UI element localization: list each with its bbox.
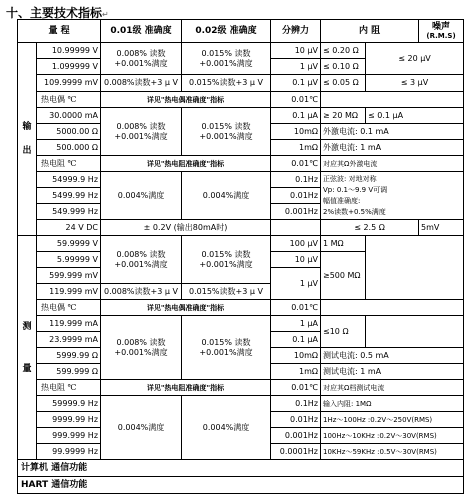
res-cell: 10 μV — [271, 43, 321, 59]
range-cell: 10.99999 V — [37, 43, 101, 59]
res-cell: 0.1 μA — [271, 332, 321, 348]
imp-cell: ≤ 0.05 Ω — [321, 75, 366, 92]
imp-cell: 100Hz～10KHz :0.2V～30V(RMS) — [321, 428, 464, 444]
range-cell: 5.99999 V — [37, 252, 101, 268]
range-cell: 59.9999 V — [37, 236, 101, 252]
note-cell: 详见"热电阻准确度"指标 — [101, 380, 271, 396]
res-cell: 0.01℃ — [271, 380, 321, 396]
res-cell: 0.1 μV — [271, 75, 321, 92]
range-cell: 500.000 Ω — [37, 140, 101, 156]
col-acc2: 0.02级 准确度 — [182, 20, 271, 43]
imp-cell: 输入内阻: 1MΩ — [321, 396, 464, 412]
imp-cell: ≥500 MΩ — [321, 252, 366, 300]
acc2-cell: 0.015% 读数 +0.001%满度 — [182, 108, 271, 156]
res-cell: 1 μV — [271, 59, 321, 75]
acc1-cell: 0.004%满度 — [101, 396, 182, 460]
imp-cell: 1 MΩ — [321, 236, 366, 252]
table-row — [18, 300, 464, 316]
imp-cell: 测试电流: 0.5 mA — [321, 348, 464, 364]
col-noise: 噪声 (R.M.S) — [419, 20, 464, 43]
res-cell: 10mΩ — [271, 124, 321, 140]
range-cell: 30.0000 mA — [37, 108, 101, 124]
res-cell: 0.01℃ — [271, 92, 321, 108]
res-cell: 0.01℃ — [271, 156, 321, 172]
acc1-cell: 0.004%满度 — [101, 172, 182, 220]
table-row — [18, 92, 464, 108]
acc1-cell: 0.008% 读数 +0.001%满度 — [101, 43, 182, 75]
res-cell: 0.1 μA — [271, 108, 321, 124]
res-cell: 1mΩ — [271, 364, 321, 380]
table-row — [18, 396, 464, 412]
acc2-cell: 0.004%满度 — [182, 172, 271, 220]
noise-cell: ≤ 3 μV — [366, 75, 464, 92]
noise-cell: ≤ 0.1 μA — [366, 108, 464, 124]
measure-label: 测 量 — [18, 236, 37, 460]
acc1-cell: 0.008% 读数 +0.001%满度 — [101, 108, 182, 156]
output-label: 输 出 — [18, 43, 37, 236]
acc2-cell: 0.015% 读数 +0.001%满度 — [182, 236, 271, 284]
range-cell: 109.9999 mV — [37, 75, 101, 92]
range-cell: 549.999 Hz — [37, 204, 101, 220]
note-cell: 详见"热电偶准确度"指标 — [101, 92, 271, 108]
table-row — [18, 236, 464, 252]
table-row — [18, 156, 464, 172]
acc1-cell: 0.008%读数+3 μ V — [101, 75, 182, 92]
imp-cell: ≥ 20 MΩ — [321, 108, 366, 124]
res-cell: 0.01℃ — [271, 300, 321, 316]
section-title: 十、主要技术指标↵ — [6, 6, 109, 20]
res-cell: 0.0001Hz — [271, 444, 321, 460]
table-row — [18, 316, 464, 332]
range-cell: 99.9999 Hz — [37, 444, 101, 460]
res-cell: 1mΩ — [271, 140, 321, 156]
hart-comm: HART 通信功能 — [18, 477, 464, 494]
col-res: 分辨力 — [271, 20, 321, 43]
computer-comm: 计算机 通信功能 — [18, 460, 464, 477]
imp-cell: 10KHz～59KHz :0.5V～30V(RMS) — [321, 444, 464, 460]
header-row — [18, 20, 464, 43]
imp-cell: ≤ 0.20 Ω — [321, 43, 366, 59]
col-imp: 内 阻 — [321, 20, 419, 43]
range-cell: 1.099999 V — [37, 59, 101, 75]
empty-cell — [366, 236, 464, 300]
acc1-cell: 0.008% 读数 +0.001%满度 — [101, 316, 182, 380]
imp-cell: 对应其Ω外激电流 — [321, 156, 464, 172]
res-cell: 0.1Hz — [271, 172, 321, 188]
acc1-cell: 0.008% 读数 +0.001%满度 — [101, 236, 182, 284]
imp-cell: 测试电流: 1 mA — [321, 364, 464, 380]
range-cell: 热电阻 ℃ — [37, 156, 101, 172]
acc-cell: ± 0.2V (输出80mA时) — [101, 220, 271, 236]
res-cell: 0.01Hz — [271, 188, 321, 204]
res-cell: 0.001Hz — [271, 428, 321, 444]
res-cell: 100 μV — [271, 236, 321, 252]
imp-cell: 外激电流: 1 mA — [321, 140, 464, 156]
range-cell: 119.999 mA — [37, 316, 101, 332]
acc2-cell: 0.015%读数+3 μ V — [182, 75, 271, 92]
range-cell: 热电阻 ℃ — [37, 380, 101, 396]
col-acc1: 0.01级 准确度 — [101, 20, 182, 43]
note-cell: 详见"热电阻准确度"指标 — [101, 156, 271, 172]
table-row — [18, 220, 464, 236]
noise-cell: 5mV — [419, 220, 464, 236]
imp-cell: ≤10 Ω — [321, 316, 366, 348]
range-cell: 54999.9 Hz — [37, 172, 101, 188]
res-cell: 10mΩ — [271, 348, 321, 364]
range-cell: 119.999 mV — [37, 284, 101, 300]
table-row — [18, 75, 464, 92]
range-cell: 59999.9 Hz — [37, 396, 101, 412]
imp-cell: 外激电流: 0.1 mA — [321, 124, 464, 140]
range-cell: 599.999 mV — [37, 268, 101, 284]
range-cell: 599.999 Ω — [37, 364, 101, 380]
range-cell: 9999.99 Hz — [37, 412, 101, 428]
footer-row — [18, 460, 464, 477]
range-cell: 999.999 Hz — [37, 428, 101, 444]
acc2-cell: 0.015% 读数 +0.001%满度 — [182, 316, 271, 380]
range-cell: 5499.99 Hz — [37, 188, 101, 204]
empty-cell — [321, 300, 464, 316]
empty-cell — [321, 92, 464, 108]
noise-cell: ≤ 20 μV — [366, 43, 464, 75]
range-cell: 热电偶 ℃ — [37, 92, 101, 108]
measure-section — [18, 236, 464, 460]
output-section — [18, 43, 464, 236]
res-cell: 1 μA — [271, 316, 321, 332]
empty-cell — [366, 316, 464, 348]
range-cell: 23.9999 mA — [37, 332, 101, 348]
table-row — [18, 380, 464, 396]
range-cell: 5999.99 Ω — [37, 348, 101, 364]
res-cell: 1 μV — [271, 268, 321, 300]
range-cell: 热电偶 ℃ — [37, 300, 101, 316]
imp-cell: ≤ 2.5 Ω — [321, 220, 419, 236]
table-row — [18, 43, 464, 59]
acc1-cell: 0.008%读数+3 μ V — [101, 284, 182, 300]
res-cell: 0.1Hz — [271, 396, 321, 412]
imp-cell: 1Hz～100Hz :0.2V～250V(RMS) — [321, 412, 464, 428]
imp-cell: 对应其Ω档测试电流 — [321, 380, 464, 396]
range-cell: 5000.00 Ω — [37, 124, 101, 140]
res-cell: 10 μV — [271, 252, 321, 268]
acc2-cell: 0.004%满度 — [182, 396, 271, 460]
res-cell: 0.01Hz — [271, 412, 321, 428]
imp-cell: 正弦波: 对地对称 Vp: 0.1～9.9 V可调 幅值准确度: 2%读数+0.5%满度 — [321, 172, 464, 220]
range-cell: 24 V DC — [37, 220, 101, 236]
table-row — [18, 172, 464, 188]
note-cell: 详见"热电偶准确度"指标 — [101, 300, 271, 316]
res-cell: 0.001Hz — [271, 204, 321, 220]
res-cell — [271, 220, 321, 236]
col-range: 量 程 — [18, 20, 101, 43]
acc2-cell: 0.015% 读数 +0.001%满度 — [182, 43, 271, 75]
table-row — [18, 108, 464, 124]
imp-cell: ≤ 0.10 Ω — [321, 59, 366, 75]
acc2-cell: 0.015%读数+3 μ V — [182, 284, 271, 300]
spec-table — [17, 19, 464, 494]
